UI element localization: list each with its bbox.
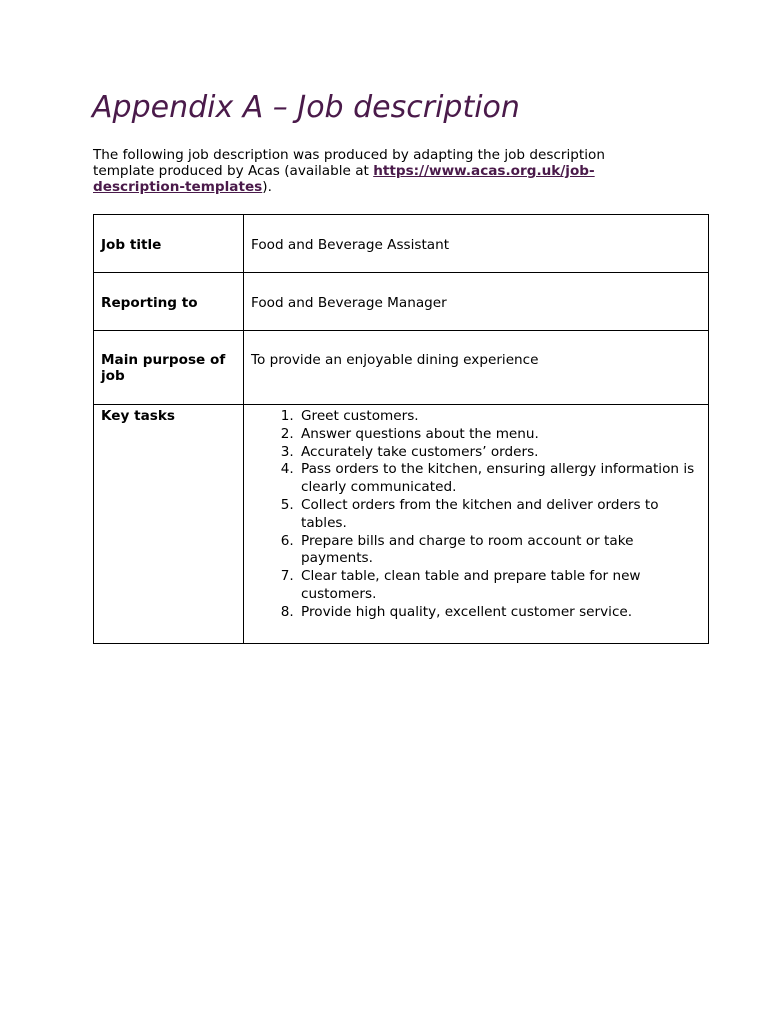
key-tasks-label: Key tasks: [101, 408, 176, 424]
main-purpose-value-cell: [244, 331, 709, 405]
list-item: 3. Accurately take customers’ orders.: [298, 444, 701, 462]
intro-text: The following job description was produced by adapting the job description template produced by Acas (available at: [93, 147, 605, 179]
list-item: 5. Collect orders from the kitchen and deliver orders to tables.: [298, 497, 701, 533]
key-tasks-value-cell: [244, 405, 709, 644]
job-title-label-cell: [94, 215, 244, 273]
table-row: [94, 331, 709, 405]
list-item: 6. Prepare bills and charge to room account or take payments.: [298, 533, 701, 569]
key-tasks-label-cell: [94, 405, 244, 644]
reporting-to-value: Food and Beverage Manager: [251, 295, 447, 311]
list-item: 7. Clear table, clean table and prepare table for new customers.: [298, 568, 701, 604]
reporting-to-value-cell: [244, 273, 709, 331]
list-item: 2. Answer questions about the menu.: [298, 426, 701, 444]
list-item: 4. Pass orders to the kitchen, ensuring allergy information is clearly communicated.: [298, 461, 701, 497]
table-row: [94, 273, 709, 331]
intro-paragraph: [93, 147, 653, 195]
job-title-label: Job title: [101, 237, 162, 253]
list-item: 1. Greet customers.: [298, 408, 701, 426]
reporting-to-label-cell: [94, 273, 244, 331]
reporting-to-label: Reporting to: [101, 295, 198, 311]
job-title-value: Food and Beverage Assistant: [251, 237, 450, 253]
key-tasks-list: [251, 408, 701, 622]
main-purpose-label: Main purpose of job: [101, 352, 226, 384]
job-description-table: [93, 214, 709, 644]
table-row: [94, 405, 709, 644]
acas-templates-link[interactable]: https://www.acas.org.uk/job-description-templates: [93, 163, 595, 195]
main-purpose-value: To provide an enjoyable dining experience: [251, 352, 539, 368]
table-row: [94, 215, 709, 273]
list-item: 8. Provide high quality, excellent customer service.: [298, 604, 701, 622]
page-title: Appendix A – Job description: [92, 90, 520, 125]
job-title-value-cell: [244, 215, 709, 273]
intro-text-end: ).: [262, 179, 272, 195]
main-purpose-label-cell: [94, 331, 244, 405]
